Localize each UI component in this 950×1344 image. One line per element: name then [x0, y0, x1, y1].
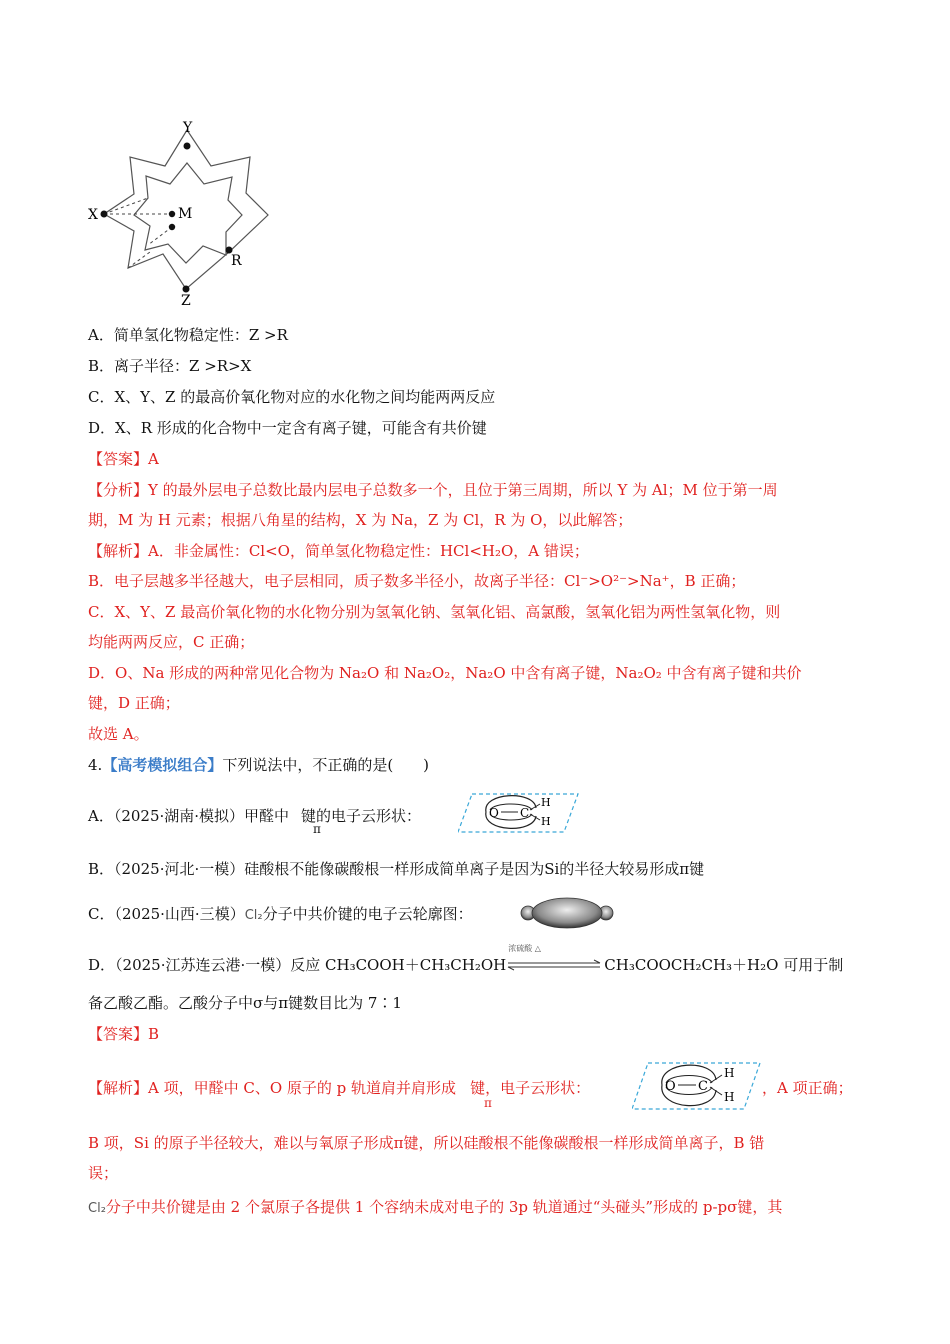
- formaldehyde-orbital-figure: [458, 790, 580, 836]
- q4-option-d-post: CH₃COOCH₂CH₃＋H₂O 可用于制: [604, 956, 844, 974]
- q4-explanation-a-pi: π: [484, 1096, 492, 1110]
- q4-option-a-pre: A．（2025·湖南·模拟）甲醛中: [88, 807, 290, 825]
- label-m: M: [178, 206, 193, 222]
- q3-analysis-line2: 期，M 为 H 元素；根据八角星的结构，X 为 Na，Z 为 Cl，R 为 O，以此解答；: [88, 511, 633, 529]
- exp-orbital-h1: H: [724, 1066, 735, 1080]
- q4-option-d-line2: 备乙酸乙酯。乙酸分子中σ与π键数目比为 7∶1: [88, 994, 402, 1012]
- q4-explanation-c-text: 分子中共价键是由 2 个氯原子各提供 1 个容纳未成对电子的 3p 轨道通过“头碰头”形成的 p-pσ键，其: [105, 1198, 783, 1216]
- cl2-electron-cloud-figure: [520, 896, 616, 930]
- point-y: [184, 143, 191, 150]
- q4-option-d-pre: D．（2025·江苏连云港·一模）反应 CH₃COOH＋CH₃CH₂OH: [88, 956, 507, 974]
- q4-explanation-c-cl2: Cl₂: [88, 1201, 106, 1216]
- q4-option-c-post: 分子中共价键的电子云轮廓图：: [262, 905, 473, 923]
- q4-option-a-pi: π: [313, 822, 321, 836]
- orbital-h2: H: [541, 815, 551, 828]
- label-y: Y: [183, 120, 193, 136]
- orbital-h1: H: [541, 796, 551, 809]
- q4-explanation-a-pre: 【解析】A 项，甲醛中 C、O 原子的 p 轨道肩并肩形成: [88, 1079, 457, 1097]
- q3-answer: 【答案】A: [88, 450, 159, 468]
- q4-explanation-a-mid: 键，电子云形状：: [470, 1079, 591, 1097]
- point-m2: [169, 224, 175, 230]
- q4-option-a: [88, 802, 421, 830]
- octagram-diagram: [85, 115, 285, 310]
- q3-explanation-b: B．电子层越多半径越大，电子层相同，质子数多半径小，故离子半径：Cl⁻>O²⁻>Na⁺，B 正确；: [88, 572, 746, 590]
- orbital-c: C: [520, 806, 530, 820]
- label-x: X: [88, 207, 98, 223]
- q4-option-c: [88, 900, 473, 930]
- point-x: [101, 211, 108, 218]
- q4-option-c-pre: C．（2025·山西·三模）: [88, 905, 245, 923]
- q3-analysis-line1: 【分析】Y 的最外层电子总数比最内层电子总数多一个，且位于第三周期，所以 Y 为 Al；M 位于第一周: [88, 481, 778, 499]
- q4-option-b: B．（2025·河北·一模）硅酸根不能像碳酸根一样形成简单离子是因为Si的半径大较易形成π键: [88, 860, 705, 878]
- label-z: Z: [181, 293, 191, 309]
- q4-explanation-a-post: ，A 项正确；: [762, 1079, 853, 1097]
- q4-option-a-post: 键的电子云形状：: [301, 807, 422, 825]
- point-z: [183, 286, 190, 293]
- q3-explanation-a: 【解析】A．非金属性：Cl<O，简单氢化物稳定性：HCl<H₂O，A 错误；: [88, 542, 589, 560]
- orbital-o: O: [489, 806, 499, 820]
- q4-stem: [88, 750, 858, 780]
- point-m1: [169, 211, 175, 217]
- q4-explanation-a: [88, 1074, 590, 1102]
- q3-explanation-c1: C．X、Y、Z 最高价氧化物的水化物分别为氢氧化钠、氢氧化铝、高氯酸，氢氧化铝为两性氢氧化物，则: [88, 603, 781, 621]
- q3-explanation-c2: 均能两两反应，C 正确；: [88, 633, 255, 651]
- q3-explanation-d2: 键，D 正确；: [88, 694, 180, 712]
- explanation-orbital-figure: [632, 1058, 762, 1114]
- q4-option-c-cl2: Cl₂: [244, 908, 263, 923]
- label-r: R: [231, 253, 242, 269]
- q4-stem-text: 下列说法中，不正确的是( ): [222, 756, 430, 774]
- q4-explanation-b2: 误；: [88, 1164, 119, 1182]
- q4-answer: 【答案】B: [88, 1025, 160, 1043]
- exp-orbital-h2: H: [724, 1090, 735, 1104]
- exp-orbital-o: O: [665, 1079, 676, 1094]
- q3-option-d: D．X、R 形成的化合物中一定含有离子键，可能含有共价键: [88, 419, 487, 437]
- q3-option-c: C．X、Y、Z 的最高价氧化物对应的水化物之间均能两两反应: [88, 388, 496, 406]
- q4-explanation-b1: B 项，Si 的原子半径较大，难以与氧原子形成π键，所以硅酸根不能像碳酸根一样形成简单离子，B 错: [88, 1134, 765, 1152]
- q4-option-d-arrow: 浓硫酸 △: [506, 950, 604, 980]
- q4-option-d-line1: [88, 944, 844, 980]
- q4-tag: 【高考模拟组合】: [102, 756, 223, 774]
- q4-explanation-c: [88, 1193, 782, 1223]
- exp-orbital-c: C: [698, 1079, 708, 1094]
- q3-explanation-d1: D．O、Na 形成的两种常见化合物为 Na₂O 和 Na₂O₂，Na₂O 中含有离子键，Na₂O₂ 中含有离子键和共价: [88, 664, 802, 682]
- q3-conclusion: 故选 A。: [88, 725, 149, 743]
- q4-number: 4.: [88, 756, 103, 774]
- q3-option-b: B．离子半径：Z >R>X: [88, 357, 252, 375]
- q3-option-a: A．简单氢化物稳定性：Z >R: [88, 326, 288, 344]
- dashed-m-r: [148, 227, 172, 245]
